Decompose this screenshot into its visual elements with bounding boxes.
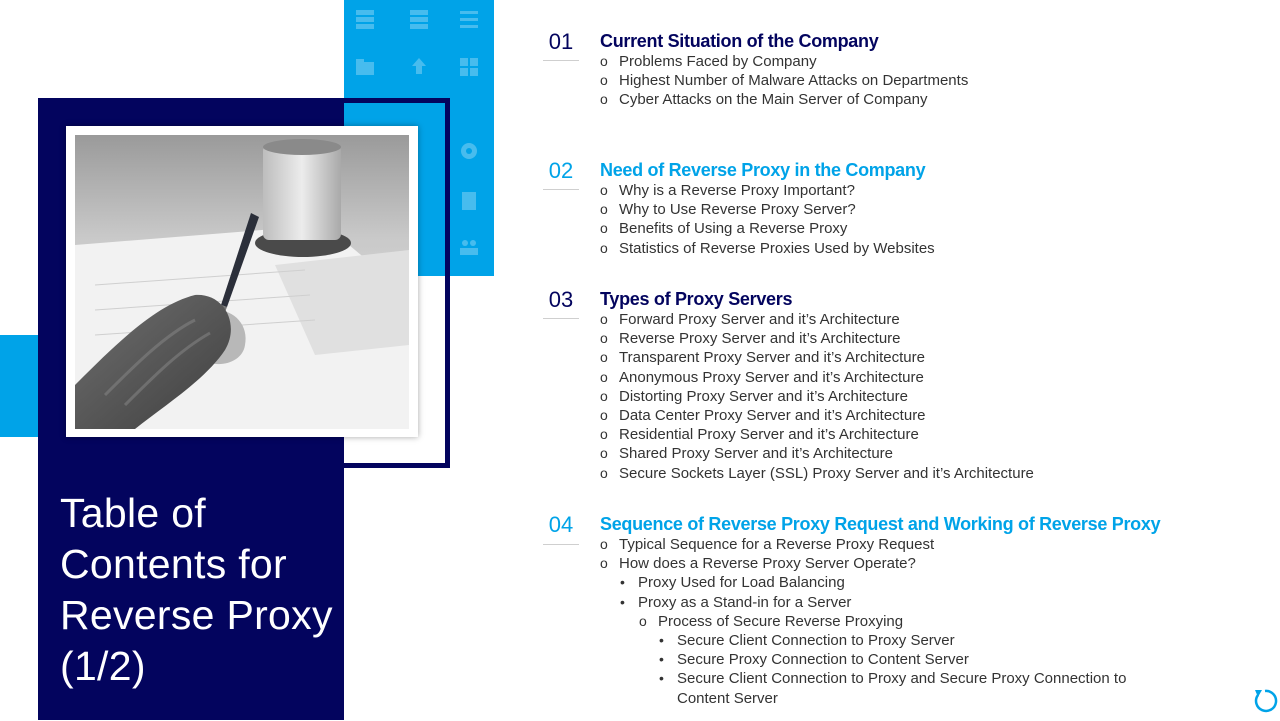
section-number: 01 xyxy=(548,29,574,54)
list-icon xyxy=(458,8,480,30)
bullet-dot: • xyxy=(620,574,625,590)
bullet-dot: • xyxy=(659,651,664,667)
section-number: 04 xyxy=(548,512,574,537)
bullet-dot: • xyxy=(659,670,664,686)
list-item: Secure Sockets Layer (SSL) Proxy Server and it’s Architecture xyxy=(619,465,1034,482)
bullet-circle: o xyxy=(639,613,647,629)
bullet-circle: o xyxy=(600,311,608,327)
bullet-circle: o xyxy=(600,426,608,442)
users-icon xyxy=(458,236,480,258)
list-item: Anonymous Proxy Server and it’s Architecture xyxy=(619,369,924,386)
list-item: Residential Proxy Server and it’s Architecture xyxy=(619,426,919,443)
grid-icon xyxy=(458,56,480,78)
list-item: Why to Use Reverse Proxy Server? xyxy=(619,201,856,218)
list-item: Transparent Proxy Server and it’s Architecture xyxy=(619,349,925,366)
section-divider xyxy=(543,544,579,545)
list-item: Forward Proxy Server and it’s Architecture xyxy=(619,311,900,328)
refresh-icon[interactable] xyxy=(1250,686,1280,716)
list-item: Typical Sequence for a Reverse Proxy Request xyxy=(619,536,935,553)
bullet-circle: o xyxy=(600,445,608,461)
server-icon xyxy=(354,8,376,30)
folder-icon xyxy=(354,56,376,78)
list-item: Secure Proxy Connection to Content Server xyxy=(677,651,969,668)
section-heading: Need of Reverse Proxy in the Company xyxy=(600,160,926,180)
list-item: Reverse Proxy Server and it’s Architecture xyxy=(619,330,901,347)
section-divider xyxy=(543,318,579,319)
document-icon xyxy=(458,190,480,212)
photo-card xyxy=(66,126,418,437)
list-item: Problems Faced by Company xyxy=(619,53,817,70)
section-number: 03 xyxy=(548,287,574,312)
list-item: Proxy Used for Load Balancing xyxy=(638,574,845,591)
bullet-circle: o xyxy=(600,369,608,385)
section-heading: Current Situation of the Company xyxy=(600,31,879,51)
section-heading: Types of Proxy Servers xyxy=(600,289,793,309)
list-item: Statistics of Reverse Proxies Used by Websites xyxy=(619,240,935,257)
page-title: Table of Contents for Reverse Proxy (1/2) xyxy=(60,490,333,689)
upload-icon xyxy=(408,56,430,78)
bullet-circle: o xyxy=(600,388,608,404)
bullet-circle: o xyxy=(600,72,608,88)
gear-icon xyxy=(458,140,480,162)
section-divider xyxy=(543,60,579,61)
list-item: How does a Reverse Proxy Server Operate? xyxy=(619,555,916,572)
writing-hand-photo xyxy=(75,135,409,429)
section-number: 02 xyxy=(548,158,574,183)
list-item: Distorting Proxy Server and it’s Architecture xyxy=(619,388,909,405)
section-divider xyxy=(543,189,579,190)
bullet-circle: o xyxy=(600,91,608,107)
bullet-circle: o xyxy=(600,201,608,217)
list-item-continued: Content Server xyxy=(677,690,778,707)
section-heading: Sequence of Reverse Proxy Request and Working of Reverse Proxy xyxy=(600,514,1161,534)
list-item: Shared Proxy Server and it’s Architecture xyxy=(619,445,894,462)
decorative-blue-block xyxy=(0,335,40,437)
list-item: Secure Client Connection to Proxy Server xyxy=(677,632,955,649)
bullet-circle: o xyxy=(600,330,608,346)
list-item: Highest Number of Malware Attacks on Departments xyxy=(619,72,969,89)
bullet-circle: o xyxy=(600,407,608,423)
list-item: Why is a Reverse Proxy Important? xyxy=(619,182,855,199)
bullet-circle: o xyxy=(600,349,608,365)
bullet-dot: • xyxy=(659,632,664,648)
bullet-circle: o xyxy=(600,182,608,198)
list-item: Data Center Proxy Server and it’s Architecture xyxy=(619,407,926,424)
bullet-dot: • xyxy=(620,594,625,610)
list-item: Secure Client Connection to Proxy and Secure Proxy Connection to xyxy=(677,670,1127,687)
bullet-circle: o xyxy=(600,536,608,552)
list-item: Cyber Attacks on the Main Server of Company xyxy=(619,91,928,108)
bullet-circle: o xyxy=(600,555,608,571)
list-item: Process of Secure Reverse Proxying xyxy=(658,613,904,630)
bullet-circle: o xyxy=(600,240,608,256)
bullet-circle: o xyxy=(600,220,608,236)
bullet-circle: o xyxy=(600,53,608,69)
bullet-circle: o xyxy=(600,465,608,481)
server-icon xyxy=(408,8,430,30)
list-item: Benefits of Using a Reverse Proxy xyxy=(619,220,848,237)
list-item: Proxy as a Stand-in for a Server xyxy=(638,594,852,611)
